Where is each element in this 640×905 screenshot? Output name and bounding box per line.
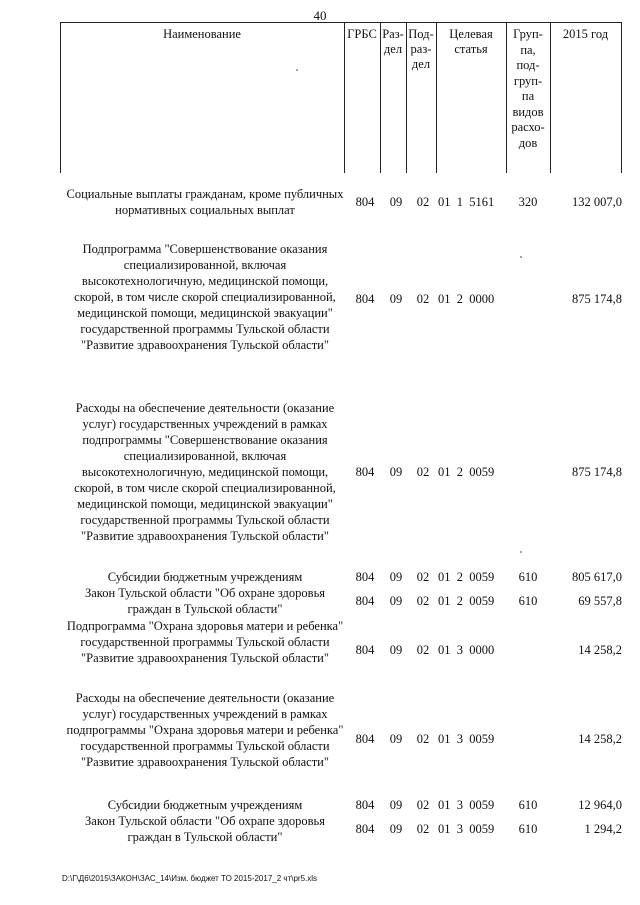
table-header <box>60 22 622 173</box>
row-amount: 1 294,2 <box>584 822 622 836</box>
row-podrazdel: 02 <box>416 798 430 812</box>
row-name: Закон Тульской области "Об охрапе здоровья граждан в Тульской области" <box>85 814 325 844</box>
file-path-footer: D:\Г\Д6\2015\ЗАКОН\ЗАС_14\Изм. бюджет ТО 2015-2017_2 чт\pr5.xls <box>62 874 318 883</box>
row-gruppa: 610 <box>518 594 538 608</box>
column-divider <box>621 23 622 173</box>
row-gruppa: 610 <box>518 798 538 812</box>
row-amount: 875 174,8 <box>572 465 622 479</box>
row-name: Подпрограмма "Совершенствование оказания специализированной, включая высокотехнологичную, медицинской помощи, скорой, в том числе скорой специализированной, медицинской помощи, медицинской эвакуации" государственной программы Тульской области "Развитие здравоохранения Тульской области" <box>74 242 336 352</box>
page-number: 40 <box>313 8 327 23</box>
row-grbs: 804 <box>355 798 375 812</box>
row-name: Субсидии бюджетным учреждениям <box>107 570 303 584</box>
row-name: Расходы на обеспечение деятельности (оказание услуг) государственных учреждений в рамках подпрограммы "Охрана здоровья матери и ребенка" государственной программы Тульской области "Развитие здравоохранения Тульской области" <box>66 691 344 769</box>
row-gruppa: 610 <box>518 570 538 584</box>
header-celevaya-statya: Целевая статья <box>449 27 493 56</box>
header-year: 2015 год <box>562 27 609 41</box>
column-divider <box>344 23 345 173</box>
row-amount: 132 007,0 <box>572 195 622 209</box>
row-podrazdel: 02 <box>416 570 430 584</box>
row-razdel: 09 <box>389 195 403 209</box>
row-grbs: 804 <box>355 643 375 657</box>
scan-speck <box>520 256 522 258</box>
row-celevaya-statya: 01 3 0059 <box>438 798 495 812</box>
row-celevaya-statya: 01 2 0000 <box>438 292 495 306</box>
row-razdel: 09 <box>389 732 403 746</box>
row-grbs: 804 <box>355 292 375 306</box>
row-celevaya-statya: 01 3 0000 <box>438 643 495 657</box>
row-name: Расходы на обеспечение деятельности (оказание услуг) государственных учреждений в рамках подпрограммы "Совершенствование оказания специализированной, включая высокотехнологичную, медицинской помощи, скорой, в том числе скорой специализированной, медицинской помощи, медицинской эвакуации" государственной программы Тульской области "Развитие здравоохранения Тульской области" <box>74 401 336 543</box>
row-name: Социальные выплаты гражданам, кроме публичных нормативных социальных выплат <box>66 187 344 217</box>
row-celevaya-statya: 01 3 0059 <box>438 732 495 746</box>
row-gruppa: 320 <box>518 195 538 209</box>
row-celevaya-statya: 01 2 0059 <box>438 594 495 608</box>
row-gruppa: 610 <box>518 822 538 836</box>
row-grbs: 804 <box>355 465 375 479</box>
row-razdel: 09 <box>389 798 403 812</box>
row-podrazdel: 02 <box>416 732 430 746</box>
row-podrazdel: 02 <box>416 465 430 479</box>
row-grbs: 804 <box>355 822 375 836</box>
row-podrazdel: 02 <box>416 822 430 836</box>
column-divider <box>550 23 551 173</box>
row-podrazdel: 02 <box>416 195 430 209</box>
row-razdel: 09 <box>389 643 403 657</box>
row-podrazdel: 02 <box>416 292 430 306</box>
row-grbs: 804 <box>355 570 375 584</box>
row-razdel: 09 <box>389 465 403 479</box>
row-razdel: 09 <box>389 822 403 836</box>
row-celevaya-statya: 01 2 0059 <box>438 570 495 584</box>
row-razdel: 09 <box>389 594 403 608</box>
header-name: Наименование <box>163 27 241 41</box>
header-podrazdel: Под- раз- дел <box>408 27 434 71</box>
scan-speck <box>296 69 298 71</box>
row-celevaya-statya: 01 3 0059 <box>438 822 495 836</box>
row-celevaya-statya: 01 2 0059 <box>438 465 495 479</box>
row-amount: 805 617,0 <box>572 570 622 584</box>
scan-speck <box>520 551 522 553</box>
row-name: Закон Тульской области "Об охране здоровья граждан в Тульской области" <box>84 586 326 616</box>
row-celevaya-statya: 01 1 5161 <box>438 195 495 209</box>
header-gruppa: Груп- па, под- груп- па видов расхо- дов <box>511 27 545 150</box>
header-grbs: ГРБС <box>347 27 377 41</box>
column-divider <box>60 23 61 173</box>
row-amount: 12 964,0 <box>578 798 622 812</box>
row-grbs: 804 <box>355 195 375 209</box>
row-podrazdel: 02 <box>416 643 430 657</box>
row-amount: 14 258,2 <box>578 643 622 657</box>
row-podrazdel: 02 <box>416 594 430 608</box>
row-grbs: 804 <box>355 732 375 746</box>
row-name: Подпрограмма "Охрана здоровья матери и ребенка" государственной программы Тульской области "Развитие здравоохранения Тульской области" <box>66 619 344 665</box>
row-amount: 14 258,2 <box>578 732 622 746</box>
row-razdel: 09 <box>389 570 403 584</box>
row-amount: 875 174,8 <box>572 292 622 306</box>
header-razdel: Раз- дел <box>382 27 404 56</box>
row-amount: 69 557,8 <box>578 594 622 608</box>
row-name: Субсидии бюджетным учреждениям <box>107 798 303 812</box>
row-grbs: 804 <box>355 594 375 608</box>
row-razdel: 09 <box>389 292 403 306</box>
